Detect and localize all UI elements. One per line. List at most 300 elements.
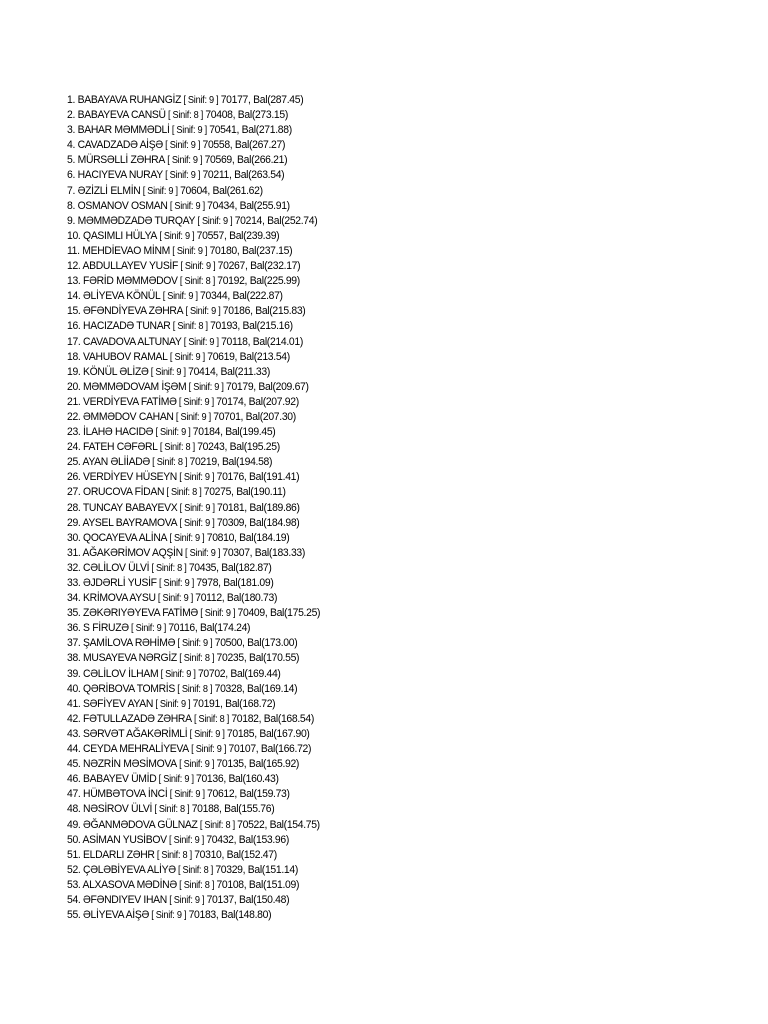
list-item-id: 70434 [207,199,235,212]
list-item-sinif: 8 [198,321,204,333]
bal-close-label: ) [295,758,300,771]
sinif-open-label: [ Sinif: [186,381,215,393]
list-item-number: 3. [67,124,76,137]
list-item-bal: 267.27 [252,139,282,152]
bal-open-label: , Bal( [236,244,260,257]
bal-close-label: ) [299,335,303,348]
list-item-name: QOCAYEVA ALİNA [83,531,168,544]
sinif-open-label: [ Sinif: [153,698,181,710]
list-item [67,893,320,908]
sinif-open-label: [ Sinif: [155,593,184,605]
list-item-name: ZƏKƏRIYƏYEVA FATİMƏ [83,607,198,620]
bal-close-label: ) [284,154,288,167]
list-item [67,93,320,108]
list-item-sinif: 8 [185,442,191,454]
list-item-id: 70557 [196,229,224,242]
list-item-number: 44. [67,743,81,756]
list-item-number: 19. [67,365,81,378]
bal-close-label: ) [300,94,304,106]
list-item-sinif: 9 [209,95,214,106]
list-item [67,546,320,561]
list-item-id: 70522 [237,818,265,831]
list-item-bal: 151.09 [266,878,296,891]
list-item-sinif: 8 [204,879,210,891]
bal-close-label: ) [294,863,298,876]
sinif-close-label: ] [220,728,227,740]
list-item-id: 70328 [214,682,242,695]
sinif-close-label: ] [210,261,218,273]
list-item-id: 70344 [200,290,228,303]
sinif-close-label: ] [203,321,211,333]
sinif-open-label: [ Sinif: [140,185,169,197]
bal-open-label: , Bal( [233,893,257,906]
list-item [67,863,320,878]
sinif-close-label: ] [188,593,196,605]
list-item [67,621,320,636]
list-item-sinif: 9 [190,140,196,152]
bal-close-label: ) [281,139,286,152]
sinif-close-label: ] [202,245,210,257]
sinif-close-label: ] [230,819,238,831]
bal-close-label: ) [314,214,318,227]
list-item-bal: 151.14 [264,863,295,876]
list-item [67,727,320,742]
list-item-number: 32. [67,561,81,574]
sinif-open-label: [ Sinif: [166,894,195,906]
list-item-name: ƏMMƏDOV CAHAN [83,410,174,423]
sinif-open-label: [ Sinif: [148,366,177,378]
bal-open-label: , Bal( [221,592,245,605]
list-item-bal: 191.41 [266,471,297,484]
bal-close-label: ) [286,893,290,906]
sinif-close-label: ] [189,578,197,589]
bal-open-label: , Bal( [219,803,242,816]
list-item-number: 46. [67,773,81,786]
list-item-name: SƏRVƏT AĞAKƏRİMLİ [83,727,188,740]
sinif-open-label: [ Sinif: [154,849,183,861]
bal-close-label: ) [295,878,300,891]
list-item-number: 41. [67,697,81,710]
list-item-sinif: 9 [184,578,190,589]
list-item-bal: 287.45 [270,94,301,106]
list-item [67,576,320,591]
bal-close-label: ) [273,848,277,861]
bal-close-label: ) [317,607,321,620]
list-item-sinif: 9 [225,608,231,620]
sinif-close-label: ] [173,185,181,197]
sinif-close-label: ] [210,502,218,514]
list-item [67,410,320,425]
sinif-close-label: ] [181,910,189,922]
list-item-number: 16. [67,320,81,333]
sinif-open-label: [ Sinif: [182,547,211,559]
list-item [67,651,320,666]
list-item [67,395,320,410]
bal-close-label: ) [296,275,300,288]
list-item-name: CEYDA MEHRALİYEVA [83,743,189,756]
list-item-bal: 271.88 [258,124,289,137]
list-item-id: 70500 [214,637,243,650]
sinif-open-label: [ Sinif: [158,668,187,680]
list-item-name: FATEH CƏFƏRL [83,441,158,454]
list-item-sinif: 8 [177,562,182,574]
sinif-close-label: ] [227,215,235,227]
list-item [67,485,320,500]
list-item-number: 11. [67,244,80,257]
list-item-name: KÖNÜL ƏLİZƏ [83,365,149,378]
list-item-number: 35. [67,607,81,620]
list-item [67,712,320,727]
bal-close-label: ) [281,169,285,182]
list-item-bal: 215.16 [259,320,290,333]
list-item-bal: 148.80 [238,909,269,922]
list-item-id: 70211 [202,169,229,182]
list-item [67,636,320,651]
list-item-number: 18. [67,350,81,363]
sinif-open-label: [ Sinif: [175,864,204,876]
list-item-sinif: 9 [190,170,196,182]
list-item-sinif: 9 [204,472,210,484]
list-item-sinif: 9 [176,910,182,922]
bal-open-label: , Bal( [234,788,257,801]
list-item-number: 43. [67,727,81,740]
list-item-number: 42. [67,712,81,725]
sinif-close-label: ] [189,774,197,786]
sinif-close-label: ] [199,894,207,906]
bal-open-label: , Bal( [207,184,230,197]
bal-open-label: , Bal( [243,758,267,771]
list-item-bal: 169.44 [247,667,278,680]
list-item-id: 70243 [197,441,225,454]
list-item [67,319,320,334]
bal-open-label: , Bal( [234,350,257,363]
list-item-id: 70558 [202,139,230,152]
list-item-id: 7978 [196,577,219,589]
list-item [67,561,320,576]
sinif-close-label: ] [181,562,189,574]
bal-open-label: , Bal( [216,456,240,469]
list-item [67,289,320,304]
list-item-id: 70435 [188,561,217,574]
bal-close-label: ) [297,260,301,273]
list-item-name: ŞAMİLOVA RƏHİMƏ [83,637,176,650]
list-item-name: NƏSİROV ÜLVİ [83,803,153,816]
list-item-name: VERDİYEV HÜSEYN [83,471,177,484]
list-item-name: MƏMMƏDOVAM İŞƏM [83,380,187,393]
list-item-id: 70612 [207,788,235,801]
list-item-id: 70267 [217,260,245,273]
list-item-id: 70177 [220,94,249,106]
bal-open-label: , Bal( [218,577,241,589]
sinif-close-label: ] [215,547,223,559]
list-item-number: 37. [67,637,81,650]
list-item-sinif: 9 [195,789,201,801]
list-item-name: CƏLİLOV İLHAM [83,667,159,680]
list-item-bal: 214.01 [269,335,300,348]
sinif-close-label: ] [197,155,205,167]
sinif-close-label: ] [207,683,215,695]
list-item [67,108,320,123]
bal-open-label: , Bal( [225,667,248,680]
list-item-sinif: 8 [182,849,188,861]
bal-close-label: ) [301,546,306,559]
sinif-open-label: [ Sinif: [183,306,212,318]
list-item-id: 70810 [206,531,235,544]
bal-open-label: , Bal( [264,818,287,831]
bal-open-label: , Bal( [234,199,257,212]
list-item-number: 47. [67,788,81,801]
bal-close-label: ) [286,531,290,544]
sinif-open-label: [ Sinif: [128,623,157,635]
list-item-name: ALXASOVA MƏDİNƏ [82,878,177,891]
bal-close-label: ) [288,124,292,137]
list-item [67,757,320,772]
sinif-close-label: ] [209,759,217,771]
list-item-sinif: 9 [186,668,192,680]
list-item-name: QƏRİBOVA TOMRİS [83,682,175,695]
list-item-number: 50. [67,833,81,846]
bal-close-label: ) [279,290,283,303]
list-item [67,229,320,244]
bal-close-label: ) [294,637,298,650]
sinif-close-label: ] [210,276,218,288]
bal-close-label: ) [316,818,320,831]
list-item-name: VAHUBOV RAMAL [83,350,168,363]
list-item-sinif: 9 [194,834,200,846]
bal-open-label: , Bal( [223,773,246,786]
sinif-open-label: [ Sinif: [178,261,206,273]
list-item-name: KRİMOVA AYSU [83,592,156,605]
list-item-number: 4. [67,139,76,152]
list-item [67,199,320,214]
sinif-open-label: [ Sinif: [153,427,182,439]
sinif-open-label: [ Sinif: [173,411,202,423]
list-item-name: S FİRUZƏ [83,622,129,635]
list-item-number: 6. [67,169,76,182]
list-item-name: FƏTULLAZADƏ ZƏHRA [83,712,192,725]
bal-open-label: , Bal( [248,94,271,106]
list-item-name: VERDİYEVA FATİMƏ [83,395,177,408]
list-item-name: ƏLİYEVA AİŞƏ [83,909,149,922]
bal-open-label: , Bal( [233,833,256,846]
list-item-name: MƏMMƏDZADƏ TURQAY [77,214,196,227]
sinif-open-label: [ Sinif: [156,578,185,589]
list-item-id: 70604 [180,184,208,197]
list-item [67,259,320,274]
bal-close-label: ) [275,773,279,786]
list-item-id: 70569 [204,154,232,167]
list-item-sinif: 9 [215,728,221,740]
list-item-bal: 154.75 [286,818,317,831]
sinif-open-label: [ Sinif: [156,774,185,786]
list-item-number: 38. [67,652,81,665]
bal-close-label: ) [302,305,306,318]
list-item-id: 70135 [216,758,244,771]
bal-close-label: ) [272,426,276,439]
list-item-bal: 213.54 [256,350,287,363]
list-item-id: 70182 [231,712,259,725]
list-item-id: 70184 [192,426,221,439]
list-item-sinif: 9 [184,230,190,242]
list-item-id: 70118 [221,335,248,348]
bal-close-label: ) [268,909,272,922]
bal-close-label: ) [292,410,296,423]
bal-close-label: ) [295,395,299,408]
sinif-close-label: ] [209,396,217,408]
list-item-sinif: 9 [197,125,203,137]
bal-open-label: , Bal( [244,516,267,529]
list-item-id: 70107 [228,743,256,756]
list-item-name: ORUCOVA FİDAN [83,486,165,499]
bal-open-label: , Bal( [253,380,276,393]
list-item-id: 70214 [234,214,263,227]
list-item-sinif: 8 [177,457,183,469]
bal-open-label: , Bal( [220,426,243,439]
bal-open-label: , Bal( [224,441,247,454]
list-item [67,335,320,350]
list-item-sinif: 9 [203,638,208,650]
list-item-bal: 173.00 [264,637,295,650]
sinif-open-label: [ Sinif: [169,125,198,137]
list-item-bal: 152.47 [243,848,274,861]
list-item [67,184,320,199]
sinif-open-label: [ Sinif: [174,683,203,695]
list-item [67,802,320,817]
list-item-id: 70108 [216,878,244,891]
list-item-sinif: 8 [193,110,199,122]
bal-open-label: , Bal( [244,275,267,288]
list-item-number: 25. [67,456,81,469]
list-item-number: 52. [67,863,81,876]
list-item [67,425,320,440]
list-item-name: ƏLİYEVA KÖNÜL [83,290,161,303]
sinif-open-label: [ Sinif: [176,472,205,484]
list-item-sinif: 9 [180,698,186,710]
list-item-sinif: 8 [205,276,211,288]
bal-close-label: ) [276,229,280,242]
list-item-bal: 167.90 [276,727,307,740]
list-item-id: 70619 [207,350,235,363]
sinif-open-label: [ Sinif: [152,804,181,816]
list-item-id: 70329 [215,863,243,876]
list-item-name: ABDULLAYEV YUSİF [82,260,179,273]
bal-open-label: , Bal( [258,712,281,725]
list-item [67,214,320,229]
list-item-sinif: 9 [209,336,215,348]
list-item-sinif: 9 [183,593,189,605]
sinif-close-label: ] [206,411,214,423]
bal-open-label: , Bal( [231,154,255,167]
sinif-open-label: [ Sinif: [149,562,178,574]
list-item-id: 70174 [216,395,244,408]
list-item-sinif: 9 [205,517,210,529]
list-item-number: 54. [67,893,81,906]
sinif-open-label: [ Sinif: [188,744,217,756]
bal-close-label: ) [266,365,270,378]
list-item-name: ƏFƏNDIYEV IHAN [83,893,167,906]
list-item-name: NƏZRİN MƏSİMOVA [83,758,177,771]
sinif-open-label: [ Sinif: [164,155,193,167]
sinif-open-label: [ Sinif: [187,728,216,740]
list-item-sinif: 9 [216,744,222,756]
list-item-id: 70235 [216,652,244,665]
list-item-sinif: 8 [204,653,210,665]
bal-close-label: ) [296,501,300,514]
list-item-bal: 211.33 [237,365,267,378]
bal-close-label: ) [277,667,281,680]
list-item-sinif: 9 [195,532,200,544]
list-item [67,123,320,138]
bal-open-label: , Bal( [249,546,273,559]
list-item-number: 12. [67,260,81,273]
list-item [67,153,320,168]
bal-close-label: ) [289,320,293,333]
list-item-bal: 165.92 [266,758,296,771]
bal-close-label: ) [305,380,309,393]
sinif-open-label: [ Sinif: [181,336,210,348]
bal-open-label: , Bal( [234,531,257,544]
list-item-name: CAVADOVA ALTUNAY [83,335,182,348]
list-item-number: 15. [67,305,81,318]
sinif-close-label: ] [187,849,195,861]
bal-open-label: , Bal( [215,365,238,378]
list-item-bal: 182.87 [238,561,269,574]
list-item-sinif: 9 [211,306,216,318]
bal-close-label: ) [271,803,275,816]
sinif-open-label: [ Sinif: [167,351,196,363]
list-item-bal: 195.25 [246,441,277,454]
list-item-sinif: 9 [204,759,210,771]
list-item-number: 33. [67,577,81,589]
list-item-number: 45. [67,758,81,771]
bal-close-label: ) [276,441,280,454]
sinif-close-label: ] [200,351,208,363]
list-item-bal: 190.11 [253,486,283,499]
list-item-bal: 175.25 [287,607,318,620]
list-item-id: 70136 [196,773,224,786]
list-item-name: OSMANOV OSMAN [77,199,168,212]
student-ranking-list [67,93,320,923]
sinif-close-label: ] [230,608,238,620]
list-item-bal: 255.91 [256,199,287,212]
sinif-open-label: [ Sinif: [191,713,220,725]
list-item [67,168,320,183]
sinif-close-label: ] [185,427,193,439]
list-item [67,138,320,153]
sinif-open-label: [ Sinif: [170,321,199,333]
list-item-bal: 215.83 [272,305,303,318]
list-item-name: ƏĞANMƏDOVA GÜLNAZ [83,818,198,831]
list-item-number: 49. [67,818,81,831]
list-item-id: 70414 [188,365,216,378]
list-item-number: 24. [67,441,81,454]
list-item-name: QASIMLI HÜLYA [83,229,158,242]
list-item-number: 5. [67,154,76,167]
list-item-name: MÜRSƏLLİ ZƏHRA [77,154,165,167]
list-item-bal: 174.24 [217,622,248,635]
bal-close-label: ) [268,561,272,574]
list-item [67,606,320,621]
list-item-sinif: 9 [214,381,220,393]
sinif-close-label: ] [182,457,190,469]
list-item-id: 70701 [213,410,241,423]
sinif-close-label: ] [185,698,193,710]
bal-close-label: ) [296,516,300,529]
list-item [67,304,320,319]
sinif-close-label: ] [207,638,215,650]
list-item [67,787,320,802]
bal-open-label: , Bal( [215,909,239,922]
